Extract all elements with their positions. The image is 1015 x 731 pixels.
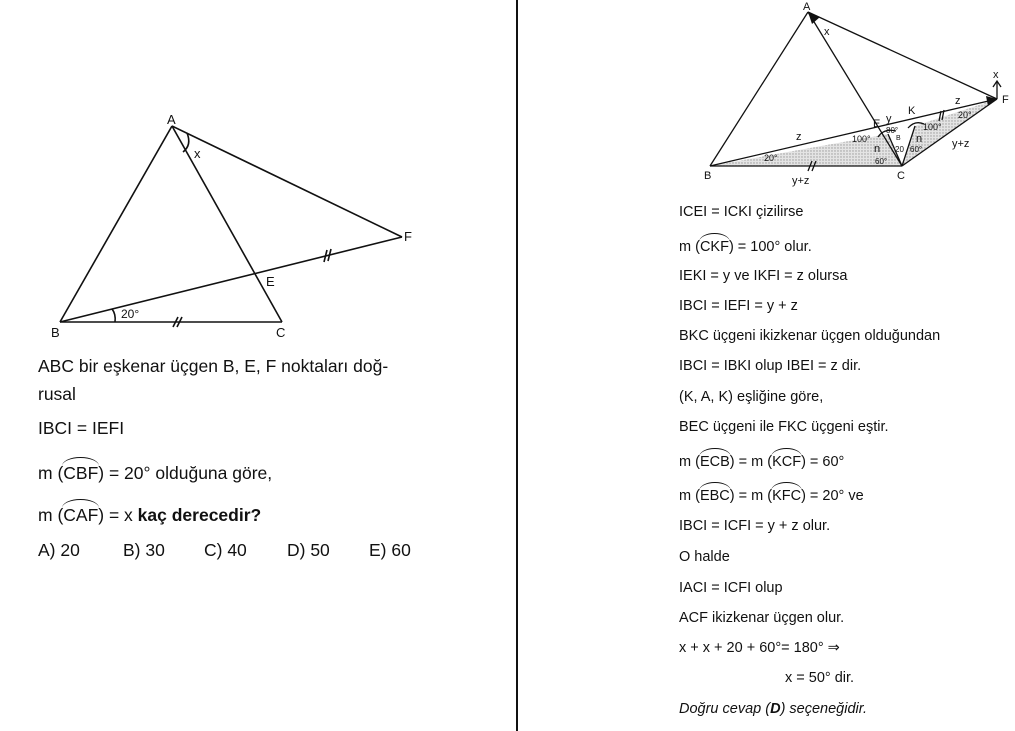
- option-c: C) 40: [204, 540, 247, 560]
- solution-line-15: x + x + 20 + 60°= 180° ⇒: [679, 640, 840, 656]
- solution-line-6: IBCI = IBKI olup IBEI = z dir.: [679, 358, 862, 374]
- label-a: A: [167, 112, 176, 127]
- angle-20-arc: [112, 309, 115, 322]
- label-n-left: n: [874, 143, 881, 155]
- solution-line-14: ACF ikizkenar üçgen olur.: [679, 610, 845, 626]
- edge-ac: [172, 126, 282, 322]
- ebc-arc-1: EBC: [700, 485, 730, 504]
- solution-line-ebc: [679, 485, 864, 504]
- angle-x-arc: [183, 133, 189, 152]
- label-z-ef: z: [955, 95, 961, 107]
- q4-post: ) = 20° olduğuna göre,: [98, 463, 273, 483]
- solution-line-8: BEC üçgeni ile FKC üçgeni eştir.: [679, 419, 889, 435]
- ecb-arc-1: ECB: [700, 451, 730, 470]
- ebc-pre: m (: [679, 488, 700, 504]
- solution-figure: [700, 0, 1010, 190]
- answer-pre: Doğru cevap (: [679, 701, 771, 717]
- label-60-c: 60°: [910, 145, 923, 154]
- ebc-post: ) = 20° ve: [801, 488, 864, 504]
- label-a: A: [803, 1, 811, 13]
- edge-bf: [60, 237, 402, 322]
- label-z-be: z: [796, 131, 802, 143]
- question-figure: [30, 105, 430, 345]
- solution-line-ckf: [679, 236, 812, 255]
- ckf-pre: m (: [679, 239, 700, 255]
- q5-mid: ) = x: [98, 505, 138, 525]
- label-b-mark: B: [896, 135, 901, 142]
- answer-post: ) seçeneğidir.: [780, 701, 868, 717]
- label-y: y: [886, 113, 892, 125]
- ecb-pre: m (: [679, 454, 700, 470]
- solution-line-1: ICEI = ICKI çizilirse: [679, 204, 804, 220]
- solution-line-12: O halde: [679, 549, 730, 565]
- ckf-arc: CKF: [700, 236, 729, 255]
- label-k: K: [908, 105, 916, 117]
- label-y-plus-z-cf: y+z: [952, 138, 970, 150]
- question-line-5: [38, 502, 261, 526]
- label-100-k: 100°: [923, 122, 942, 132]
- edge-af: [172, 126, 402, 237]
- ebc-arc-2: KFC: [772, 485, 801, 504]
- answer-letter: D: [770, 701, 781, 717]
- question-line-1: ABC bir eşkenar üçgen B, E, F noktaları doğ-: [38, 356, 389, 376]
- option-a: A) 20: [38, 540, 80, 560]
- angle-fill-a: [808, 12, 820, 24]
- label-e: E: [873, 118, 881, 130]
- solution-line-5: BKC üçgeni ikizkenar üçgen olduğundan: [679, 328, 941, 344]
- label-20-c: 20: [895, 145, 904, 154]
- label-60-e: 60°: [875, 157, 888, 166]
- question-line-4: [38, 460, 272, 484]
- solution-line-7: (K, A, K) eşliğine göre,: [679, 389, 824, 405]
- solution-line-13: IACI = ICFI olup: [679, 580, 783, 596]
- label-80: 80°: [886, 126, 899, 135]
- label-c: C: [897, 170, 905, 182]
- ckf-post: ) = 100° olur.: [728, 239, 812, 255]
- ecb-arc-2: KCF: [772, 451, 801, 470]
- option-d: D) 50: [287, 540, 330, 560]
- solution-line-16: x = 50° dir.: [785, 670, 855, 686]
- solution-answer: [679, 701, 867, 717]
- label-20-b: 20°: [764, 153, 778, 163]
- q4-arc: CBF: [63, 460, 98, 484]
- edge-ab: [710, 12, 808, 166]
- q5-arc: CAF: [63, 502, 98, 526]
- ebc-mid: ) = m (: [729, 488, 773, 504]
- q5-pre: m (: [38, 505, 64, 525]
- label-20-f: 20°: [958, 110, 972, 120]
- ecb-mid: ) = m (: [729, 454, 773, 470]
- label-100-e: 100°: [852, 134, 871, 144]
- edge-ab: [60, 126, 172, 322]
- label-angle-20: 20°: [121, 307, 140, 321]
- label-f: F: [404, 229, 412, 244]
- label-e: E: [266, 274, 275, 289]
- edge-af: [808, 12, 997, 99]
- label-c: C: [276, 325, 286, 340]
- ecb-post: ) = 60°: [801, 454, 845, 470]
- q5-bold: kaç derecedir?: [137, 505, 262, 525]
- column-divider: [516, 0, 518, 731]
- label-f: F: [1002, 94, 1009, 106]
- option-e: E) 60: [369, 540, 411, 560]
- solution-line-3: IEKI = y ve IKFI = z olursa: [679, 268, 848, 284]
- solution-line-4: IBCI = IEFI = y + z: [679, 298, 798, 314]
- answer-options: [38, 540, 468, 562]
- question-line-3: IBCI = IEFI: [38, 418, 125, 438]
- option-b: B) 30: [123, 540, 165, 560]
- label-b: B: [51, 325, 60, 340]
- label-x-angle: x: [824, 26, 830, 38]
- solution-line-11: IBCI = ICFI = y + z olur.: [679, 518, 831, 534]
- question-line-2: rusal: [38, 384, 76, 404]
- label-n-right: n: [916, 133, 923, 145]
- label-x-top: x: [993, 69, 999, 81]
- label-y-plus-z-bc: y+z: [792, 175, 810, 187]
- label-b: B: [704, 170, 712, 182]
- solution-line-ecb: [679, 451, 844, 470]
- label-angle-x: x: [194, 146, 201, 161]
- q4-pre: m (: [38, 463, 64, 483]
